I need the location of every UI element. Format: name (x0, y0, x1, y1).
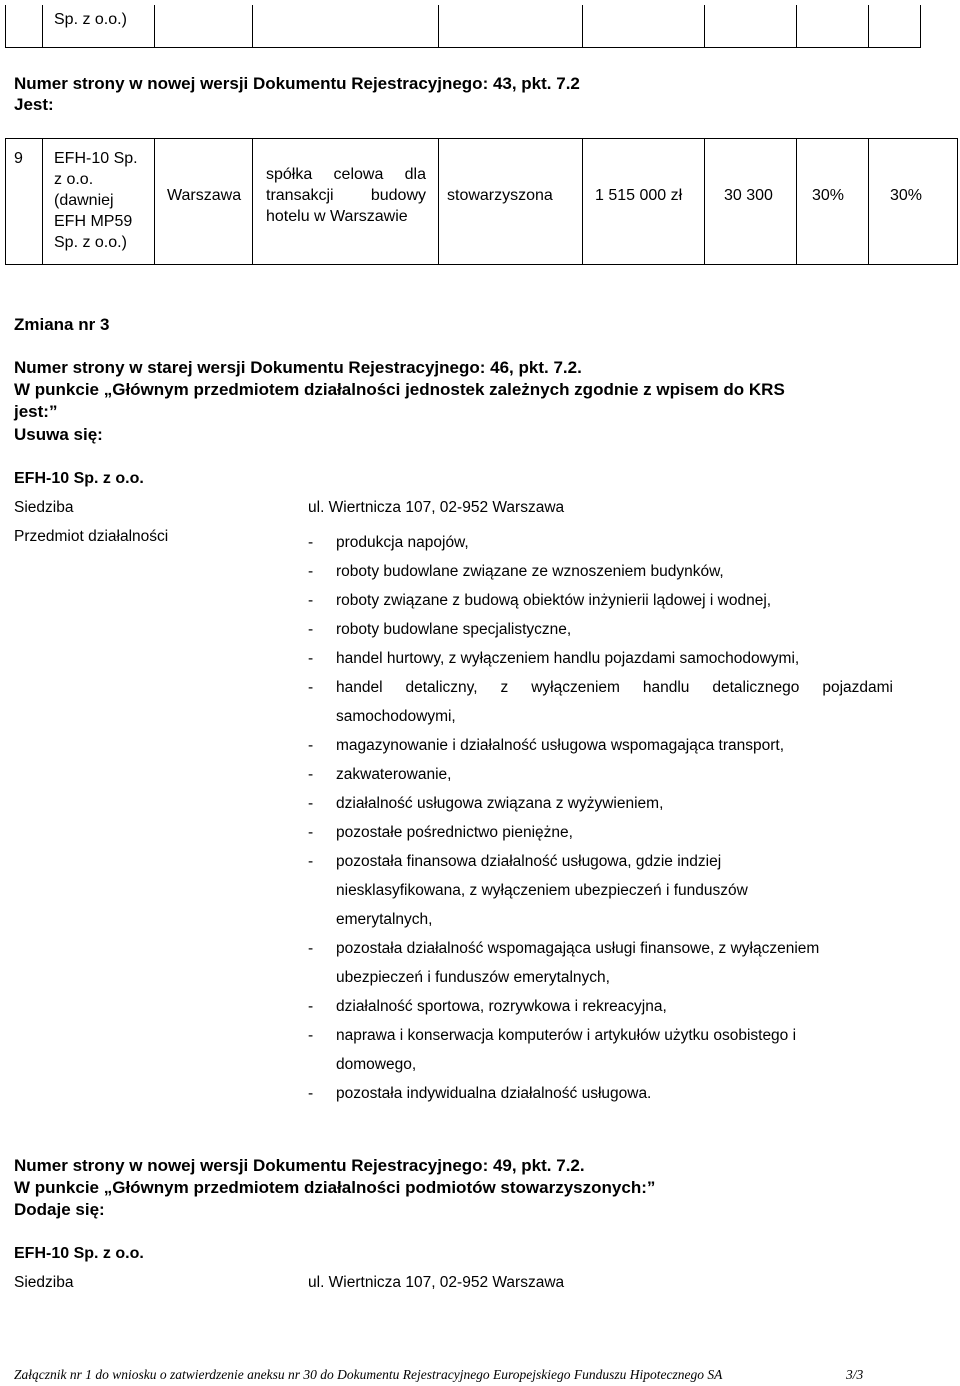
activity-label: Przedmiot działalności (14, 528, 169, 545)
fragment-cell-text: Sp. z o.o.) (54, 11, 127, 28)
activity-text: pozostałe pośrednictwo pieniężne, (336, 824, 573, 841)
list-dash: - (308, 853, 314, 870)
company-line: EFH MP59 (54, 213, 133, 230)
company-line: (dawniej (54, 192, 114, 209)
section3-company: EFH-10 Sp. z o.o. (14, 1245, 144, 1262)
activity-line: spółka celowa dla (266, 166, 426, 183)
activity-text: naprawa i konserwacja komputerów i artykułów użytku osobistego i (336, 1027, 797, 1044)
list-dash: - (308, 1027, 314, 1044)
activity-text: roboty budowlane związane ze wznoszeniem budynków, (336, 563, 724, 580)
company-line: z o.o. (54, 171, 94, 188)
activity-text: działalność usługowa związana z wyżywieniem, (336, 795, 664, 812)
relation-type-cell: stowarzyszona (447, 187, 553, 204)
activity-text: pozostała indywidualna działalność usługowa. (336, 1085, 652, 1102)
footer-text: Załącznik nr 1 do wniosku o zatwierdzenie aneksu nr 30 do Dokumentu Rejestracyjnego Europejskiego Funduszu Hipotecznego SA (14, 1367, 723, 1382)
activity-text: niesklasyfikowana, z wyłączeniem ubezpieczeń i funduszów (336, 882, 748, 899)
activity-text: emerytalnych, (336, 911, 433, 928)
seat-value: ul. Wiertnicza 107, 02-952 Warszawa (308, 1274, 565, 1291)
section2-removes: Usuwa się: (14, 425, 103, 444)
seat-value: ul. Wiertnicza 107, 02-952 Warszawa (308, 499, 565, 516)
company-line: Sp. z o.o.) (54, 234, 127, 251)
change-title: Zmiana nr 3 (14, 315, 110, 334)
list-dash: - (308, 679, 314, 696)
shares-cell: 30 300 (724, 187, 773, 204)
activity-text: roboty budowlane specjalistyczne, (336, 621, 572, 638)
company-line: EFH-10 Sp. (54, 150, 138, 167)
seat-label: Siedziba (14, 499, 74, 516)
list-dash: - (308, 534, 314, 551)
list-dash: - (308, 621, 314, 638)
list-dash: - (308, 795, 314, 812)
activity-text: handel hurtowy, z wyłączeniem handlu pojazdami samochodowymi, (336, 650, 800, 667)
list-dash: - (308, 766, 314, 783)
activity-text: roboty związane z budową obiektów inżynierii lądowej i wodnej, (336, 592, 772, 609)
city-cell: Warszawa (167, 187, 242, 204)
list-dash: - (308, 737, 314, 754)
seat-label: Siedziba (14, 1274, 74, 1291)
activity-text: pozostała finansowa działalność usługowa, gdzie indziej (336, 853, 722, 870)
section1-heading: Numer strony w nowej wersji Dokumentu Rejestracyjnego: 43, pkt. 7.2 (14, 74, 580, 93)
activity-text: działalność sportowa, rozrywkowa i rekreacyjna, (336, 998, 667, 1015)
associated-entities-table (5, 138, 958, 265)
section2-line2: W punkcie „Głównym przedmiotem działalności jednostek zależnych zgodnie z wpisem do KRS (14, 380, 785, 399)
previous-table-fragment (5, 5, 921, 48)
list-dash: - (308, 563, 314, 580)
list-dash: - (308, 592, 314, 609)
section3-heading: Numer strony w nowej wersji Dokumentu Rejestracyjnego: 49, pkt. 7.2. (14, 1156, 585, 1175)
votes-percent-cell: 30% (890, 187, 923, 204)
activity-text: ubezpieczeń i funduszów emerytalnych, (336, 969, 610, 986)
list-dash: - (308, 650, 314, 667)
activity-text: handel detaliczny, z wyłączeniem handlu detalicznego pojazdami (336, 679, 893, 696)
activity-text: samochodowymi, (336, 708, 456, 725)
activity-text: magazynowanie i działalność usługowa wspomagająca transport, (336, 737, 785, 754)
list-dash: - (308, 824, 314, 841)
company-cell (54, 148, 138, 253)
section3-adds: Dodaje się: (14, 1200, 105, 1219)
section2-line3: jest:” (14, 402, 58, 421)
row-number: 9 (14, 150, 23, 167)
activity-line: transakcji budowy (266, 187, 426, 204)
list-dash: - (308, 1085, 314, 1102)
section2-heading: Numer strony w starej wersji Dokumentu Rejestracyjnego: 46, pkt. 7.2. (14, 358, 582, 377)
section3-line2: W punkcie „Głównym przedmiotem działalności podmiotów stowarzyszonych:” (14, 1178, 656, 1197)
activity-cell (266, 164, 426, 227)
share-percent-cell: 30% (812, 187, 845, 204)
page-number: 3/3 (846, 1367, 864, 1382)
section2-company: EFH-10 Sp. z o.o. (14, 470, 144, 487)
activity-text: produkcja napojów, (336, 534, 469, 551)
list-dash: - (308, 940, 314, 957)
section1-jest: Jest: (14, 95, 54, 114)
list-dash: - (308, 998, 314, 1015)
activity-text: zakwaterowanie, (336, 766, 452, 783)
capital-cell: 1 515 000 zł (595, 187, 683, 204)
activity-line: hotelu w Warszawie (266, 208, 408, 225)
activity-text: domowego, (336, 1056, 417, 1073)
activity-text: pozostała działalność wspomagająca usługi finansowe, z wyłączeniem (336, 940, 820, 957)
